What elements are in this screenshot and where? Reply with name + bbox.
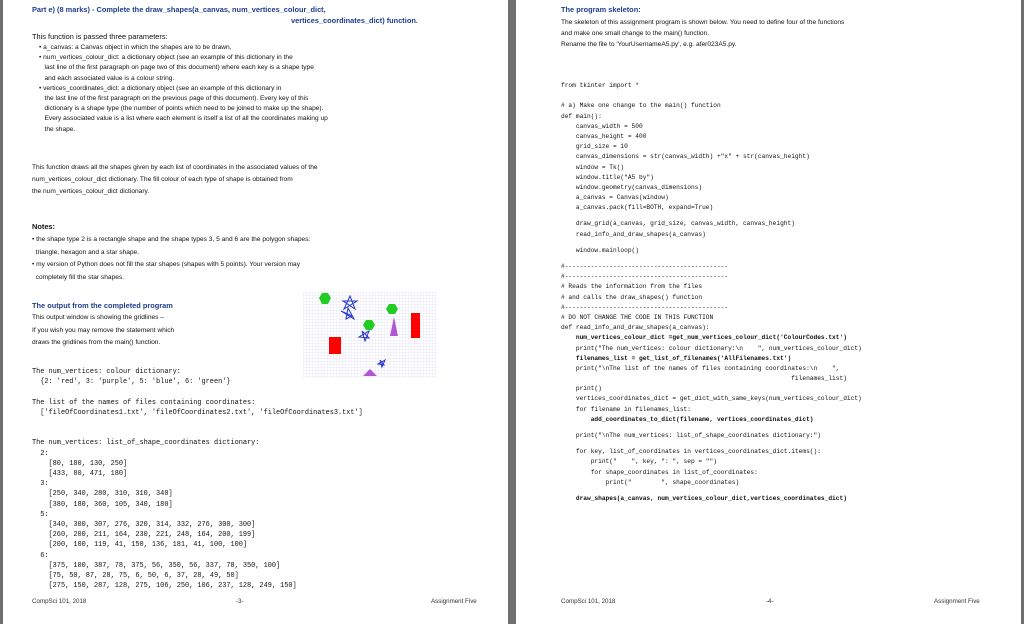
- footer-page-number: -3-: [236, 598, 244, 605]
- code-line: add_coordinates_to_dict(filename, vertices_coordinates_dict): [561, 415, 814, 423]
- intro-line: and make one small change to the main() function.: [561, 30, 710, 37]
- intro-text: This function is passed three parameters:: [32, 32, 168, 41]
- console-line: [380, 180, 360, 105, 340, 180]: [32, 500, 173, 509]
- console-line: [32, 428, 363, 438]
- code-line: from tkinter import *: [561, 82, 639, 89]
- code-line: #--------------------------------------------: [561, 303, 729, 311]
- code-line: # and calls the draw_shapes() function: [561, 293, 703, 301]
- description-paragraph: [32, 162, 318, 198]
- code-line: for filename in filenames_list:: [561, 405, 691, 413]
- part-e-heading-line1: Part e) (8 marks) - Complete the draw_shapes(a_canvas, num_vertices_colour_dict,: [32, 5, 326, 14]
- note-line: • my version of Python does not fill the star shapes (shapes with 5 points). Your version may: [32, 261, 301, 268]
- footer-page-number: -4-: [766, 598, 774, 605]
- console-line: 2:: [32, 449, 49, 458]
- code-line: canvas_dimensions = str(canvas_width) +"x" + str(canvas_height): [561, 153, 810, 161]
- note-line: • the shape type 2 is a rectangle shape and the shape types 3, 5 and 6 are the polygon shapes:: [32, 236, 311, 243]
- parameter-list: [39, 43, 328, 135]
- console-line: [340, 300, 307, 276, 320, 314, 332, 276, 300, 300]: [32, 521, 256, 529]
- paragraph-line: num_vertices_colour_dict dictionary. The fill colour of each type of shape is obtained from: [32, 176, 293, 183]
- code-line: filenames_list): [561, 375, 847, 383]
- code-line: a_canvas.pack(fill=BOTH, expand=True): [561, 204, 714, 212]
- bullet-line: • num_vertices_colour_dict: a dictionary object (see an example of this dictionary in the: [39, 54, 293, 62]
- note-line: triangle, hexagon and a star shape.: [32, 248, 140, 256]
- code-line: read_info_and_draw_shapes(a_canvas): [561, 230, 706, 238]
- console-line: 5:: [32, 510, 49, 519]
- code-line: [561, 92, 862, 102]
- console-line: [80, 180, 130, 250]: [32, 459, 128, 468]
- code-line: a_canvas = Canvas(window): [561, 194, 669, 202]
- code-line: draw_grid(a_canvas, grid_size, canvas_width, canvas_height): [561, 220, 795, 228]
- code-line: def read_info_and_draw_shapes(a_canvas):: [561, 324, 710, 332]
- console-line: 3:: [32, 480, 49, 489]
- notes-title: Notes:: [32, 222, 55, 231]
- code-line: canvas_width = 500: [561, 122, 643, 130]
- console-line: {2: 'red', 3: 'purple', 5: 'blue', 6: 'green'}: [32, 378, 231, 387]
- intro-line: The skeleton of this assignment program is shown below. You need to define four of the functions: [561, 19, 845, 26]
- code-line: filenames_list = get_list_of_filenames('AllFilenames.txt'): [561, 354, 792, 362]
- console-line: [260, 200, 211, 164, 230, 221, 248, 164, 200, 199]: [32, 531, 256, 540]
- bullet-line: last line of the first paragraph on page two of this document) where each key is a shape type: [39, 64, 314, 72]
- console-line: [375, 100, 387, 78, 375, 56, 350, 56, 337, 78, 350, 100]: [32, 561, 281, 570]
- red-rectangle: [411, 313, 420, 338]
- code-line: print(): [561, 385, 602, 393]
- bullet-line: dictionary is a shape type (the number of points which need to be joined to make up the shape).: [39, 105, 324, 113]
- console-line: [275, 150, 287, 128, 275, 106, 250, 106, 237, 128, 249, 150]: [32, 582, 297, 591]
- code-line: window.title("A5 by"): [561, 173, 654, 181]
- bullet-line: • vertices_coordinates_dict: a dictionary object (see an example of this dictionary in: [39, 84, 282, 92]
- bullet-line: and each associated value is a colour string.: [39, 74, 175, 82]
- skeleton-intro: [561, 17, 844, 50]
- part-e-heading-line2: vertices_coordinates_dict) function.: [291, 16, 418, 25]
- bullet-line: the shape.: [39, 125, 76, 133]
- output-window-drawing: [303, 292, 437, 378]
- footer-left: CompSci 101, 2018: [32, 598, 87, 605]
- output-description: [32, 312, 174, 350]
- code-line: print(" ", key, ": ", sep = ""): [561, 458, 717, 466]
- output-line: This output window is showing the gridlines –: [32, 314, 164, 321]
- bullet-line: the last line of the first paragraph on the previous page of this document). Every key of this: [39, 95, 309, 103]
- intro-line: Rename the file to 'YourUsernameA5.py', e.g. afer023A5.py.: [561, 41, 737, 48]
- code-line: window.geometry(canvas_dimensions): [561, 183, 703, 191]
- code-line: print("\nThe list of the names of files containing coordinates:\n ",: [561, 364, 840, 372]
- code-line: print("The num_vertices: colour dictionary:\n ", num_vertices_colour_dict): [561, 344, 862, 352]
- console-line: [32, 418, 363, 428]
- code-line: for key, list_of_coordinates in vertices_coordinates_dict.items():: [561, 448, 821, 456]
- console-line: 6:: [32, 551, 49, 560]
- footer-left: CompSci 101, 2018: [561, 598, 616, 605]
- code-line: # Reads the information from the files: [561, 283, 703, 291]
- code-line: window = Tk(): [561, 163, 625, 171]
- bullet-line: Every associated value is a list where each element is itself a list of all the coordinates making up: [39, 115, 328, 123]
- paragraph-line: the num_vertices_colour_dict dictionary.: [32, 188, 150, 195]
- console-line: [200, 100, 119, 41, 150, 136, 181, 41, 100, 100]: [32, 541, 248, 550]
- console-line: ['fileOfCoordinates1.txt', 'fileOfCoordinates2.txt', 'fileOfCoordinates3.txt']: [32, 408, 363, 417]
- output-title: The output from the completed program: [32, 301, 173, 310]
- code-line: # DO NOT CHANGE THE CODE IN THIS FUNCTION: [561, 313, 714, 321]
- console-line: [433, 80, 471, 180]: [32, 469, 128, 478]
- skeleton-heading: The program skeleton:: [561, 5, 641, 14]
- red-rectangle: [329, 337, 341, 354]
- page-3: [3, 0, 508, 624]
- code-line: print(" ", shape_coordinates): [561, 478, 740, 486]
- console-line: The list of the names of files containing coordinates:: [32, 398, 256, 407]
- code-line: vertices_coordinates_dict = get_dict_with_same_keys(num_vertices_colour_dict): [561, 395, 862, 403]
- code-line: canvas_height = 400: [561, 132, 647, 140]
- code-line: grid_size = 10: [561, 143, 628, 151]
- code-line: def main():: [561, 112, 602, 120]
- code-line: window.mainloop(): [561, 246, 639, 254]
- console-line: [75, 50, 87, 28, 75, 6, 50, 6, 37, 28, 49, 50]: [32, 572, 239, 581]
- footer-right: Assignment Five: [431, 598, 477, 605]
- notes-list: [32, 234, 310, 284]
- bullet-line: • a_canvas: a Canvas object in which the shapes are to be drawn,: [39, 44, 232, 51]
- code-line: for shape_coordinates in list_of_coordinates:: [561, 468, 758, 476]
- note-line: completely fill the star shapes.: [32, 273, 124, 281]
- paragraph-line: This function draws all the shapes given by each list of coordinates in the associated values of the: [32, 164, 318, 171]
- code-line: print("\nThe num_vertices: list_of_shape_coordinates dictionary:"): [561, 432, 821, 439]
- footer-right: Assignment Five: [934, 598, 980, 605]
- console-line: The num_vertices: list_of_shape_coordinates dictionary:: [32, 439, 260, 448]
- console-line: [32, 387, 363, 397]
- page-4: [516, 0, 1021, 624]
- console-output: [32, 367, 363, 591]
- output-line: draws the gridlines from the main() function.: [32, 339, 161, 346]
- code-line: num_vertices_colour_dict =get_num_vertices_colour_dict('ColourCodes.txt'): [561, 334, 847, 342]
- code-listing: [561, 82, 862, 505]
- code-line: #--------------------------------------------: [561, 273, 729, 281]
- code-line: draw_shapes(a_canvas, num_vertices_colour_dict,vertices_coordinates_dict): [561, 494, 847, 502]
- output-line: If you wish you may remove the statement which: [32, 326, 175, 334]
- console-line: The num_vertices: colour dictionary:: [32, 368, 181, 376]
- code-line: #--------------------------------------------: [561, 263, 729, 270]
- code-line: # a) Make one change to the main() function: [561, 102, 721, 110]
- console-line: [250, 340, 280, 310, 310, 340]: [32, 490, 173, 499]
